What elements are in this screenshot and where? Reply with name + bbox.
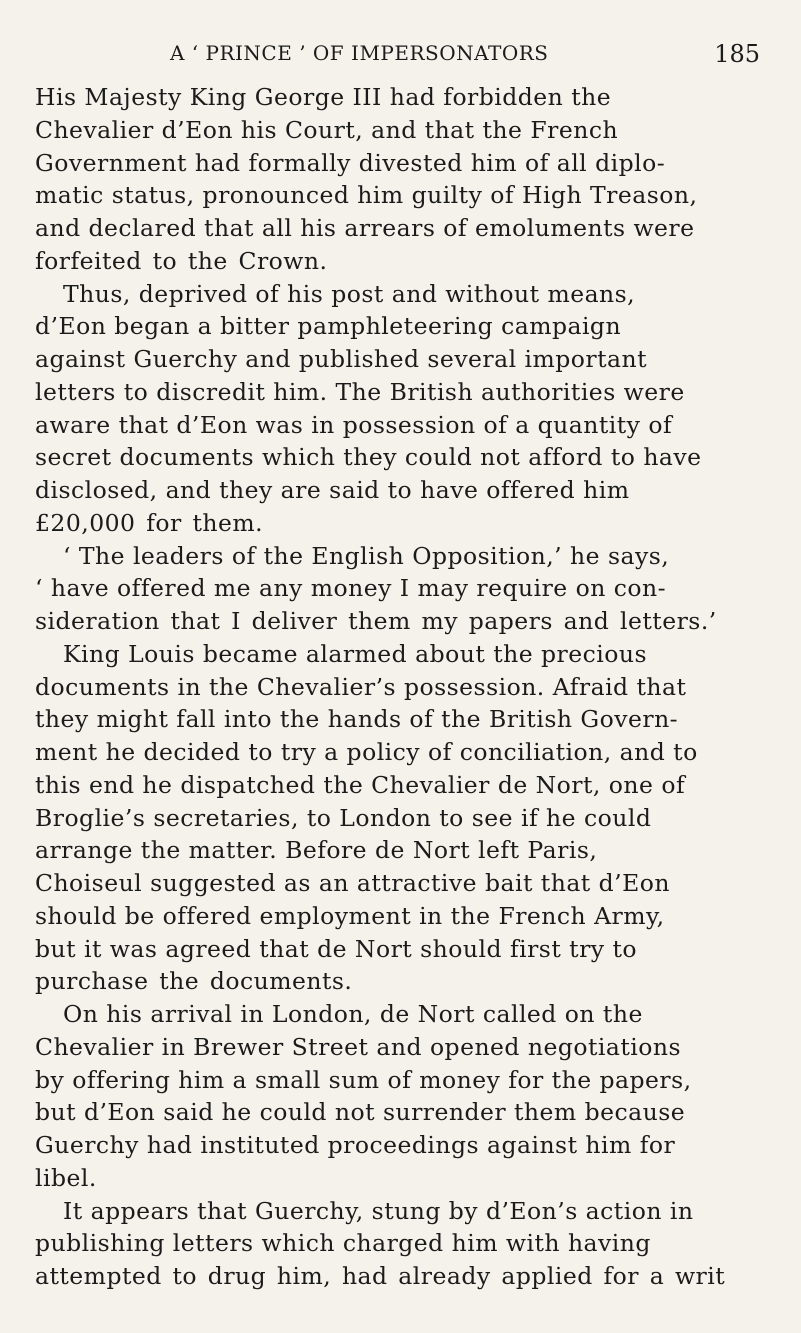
- body-text: [35, 81, 763, 1293]
- page-header: [140, 41, 760, 77]
- text-line: Guerchy had instituted proceedings against him for: [35, 1131, 676, 1159]
- text-line: publishing letters which charged him with having: [35, 1229, 651, 1258]
- text-line: King Louis became alarmed about the precious: [63, 639, 648, 668]
- text-line: and declared that all his arrears of emoluments were: [35, 214, 695, 242]
- text-line: Broglie’s secretaries, to London to see if he could: [35, 803, 652, 832]
- text-line: they might fall into the hands of the British Govern-: [35, 705, 679, 734]
- text-line: disclosed, and they are said to have offered him: [35, 476, 630, 504]
- text-line: forfeited to the Crown.: [35, 246, 328, 275]
- text-line: but it was agreed that de Nort should first try to: [35, 934, 638, 963]
- text-line: this end he dispatched the Chevalier de Nort, one of: [35, 770, 686, 799]
- text-line: Choiseul suggested as an attractive bait that d’Eon: [35, 869, 670, 897]
- text-line: letters to discredit him. The British authorities were: [35, 377, 685, 406]
- text-line: It appears that Guerchy, stung by d’Eon’s action in: [63, 1196, 694, 1225]
- text-line: d’Eon began a bitter pamphleteering campaign: [35, 312, 622, 341]
- text-line: secret documents which they could not afford to have: [35, 443, 702, 472]
- text-line: purchase the documents.: [35, 967, 353, 996]
- text-line: Chevalier in Brewer Street and opened negotiations: [35, 1032, 682, 1061]
- text-line: matic status, pronounced him guilty of High Treason,: [35, 181, 698, 210]
- text-line: Government had formally divested him of all diplo-: [35, 148, 666, 177]
- text-line: documents in the Chevalier’s possession. Afraid that: [35, 672, 687, 701]
- page-number: 185: [714, 40, 760, 68]
- text-line: Chevalier d’Eon his Court, and that the French: [35, 115, 619, 144]
- text-line: ‘ The leaders of the English Opposition,’ he says,: [63, 541, 670, 570]
- text-line: His Majesty King George III had forbidden the: [35, 83, 612, 111]
- text-line: Thus, deprived of his post and without means,: [63, 279, 636, 308]
- text-line: but d’Eon said he could not surrender them because: [35, 1098, 686, 1127]
- text-line: £20,000 for them.: [35, 508, 264, 537]
- text-line: ment he decided to try a policy of conciliation, and to: [35, 738, 698, 766]
- running-title: A ‘ PRINCE ’ OF IMPERSONATORS: [170, 41, 549, 65]
- text-line: On his arrival in London, de Nort called on the: [63, 1000, 643, 1028]
- text-line: ‘ have offered me any money I may require on con-: [35, 574, 667, 603]
- text-line: attempted to drug him, had already applied for a writ: [35, 1262, 726, 1290]
- text-line: by offering him a small sum of money for the papers,: [35, 1065, 692, 1094]
- text-line: against Guerchy and published several important: [35, 345, 648, 373]
- text-line: libel.: [35, 1163, 97, 1192]
- text-line: should be offered employment in the French Army,: [35, 901, 665, 930]
- text-line: arrange the matter. Before de Nort left Paris,: [35, 836, 598, 865]
- text-line: aware that d’Eon was in possession of a quantity of: [35, 410, 673, 439]
- text-line: sideration that I deliver them my papers and letters.’: [35, 607, 717, 635]
